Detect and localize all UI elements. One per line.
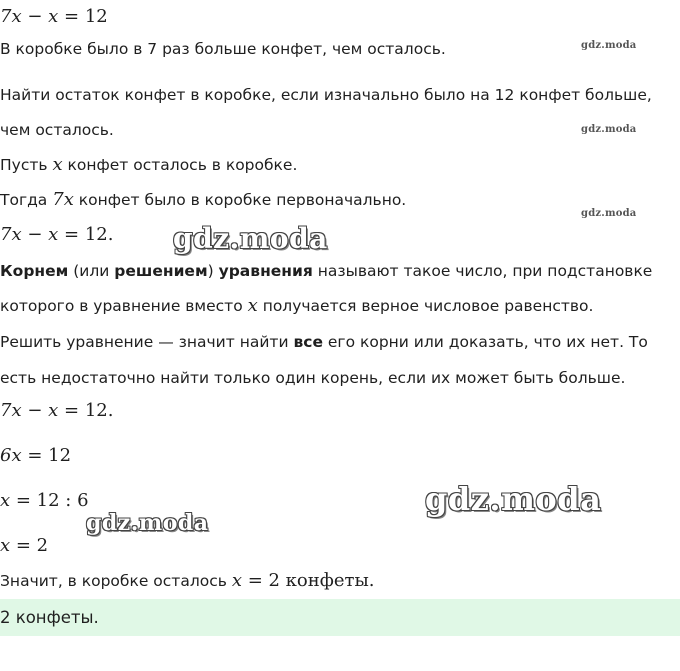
solve-def-line-2: есть недостаточно найти только один корень, если их может быть больше.: [0, 369, 626, 387]
variable: x: [52, 154, 63, 175]
watermark-small: gdz.moda: [581, 40, 637, 51]
solve-def-line-1: Решить уравнение — значит найти все его корни или доказать, что их нет. То: [0, 333, 648, 351]
definition-line-2: которого в уравнение вместо x получается верное числовое равенство.: [0, 295, 594, 316]
step-2: 6x = 12: [0, 445, 72, 466]
variable: 7x: [52, 189, 74, 210]
conclusion-line: Значит, в коробке осталось x = 2 конфеты.: [0, 570, 375, 591]
equation-term: 7x: [0, 6, 22, 27]
equation-top: 7x − x = 12: [0, 6, 108, 27]
step-3: x = 12 : 6: [0, 490, 89, 511]
answer-text: 2 конфеты.: [0, 608, 99, 627]
then-line: Тогда 7x конфет было в коробке первоначально.: [0, 189, 407, 210]
equation-var: x: [48, 6, 59, 27]
watermark-large: gdz.moda: [425, 480, 602, 518]
watermark-small: gdz.moda: [581, 124, 637, 135]
equation-2: 7x − x = 12.: [0, 224, 114, 245]
watermark-medium: gdz.moda: [86, 510, 209, 536]
watermark-large: gdz.moda: [173, 222, 328, 255]
problem-line-2: Найти остаток конфет в коробке, если изначально было на 12 конфет больше,: [0, 86, 652, 104]
problem-line-3: чем осталось.: [0, 121, 114, 139]
definition-line-1: Корнем (или решением) уравнения называют такое число, при подстановке: [0, 262, 653, 280]
answer-box: [0, 599, 680, 636]
step-1: 7x − x = 12.: [0, 400, 114, 421]
step-4: x = 2: [0, 535, 49, 556]
problem-line-1: В коробке было в 7 раз больше конфет, чем осталось.: [0, 40, 446, 58]
watermark-small: gdz.moda: [581, 208, 637, 219]
let-line: Пусть x конфет осталось в коробке.: [0, 154, 298, 175]
